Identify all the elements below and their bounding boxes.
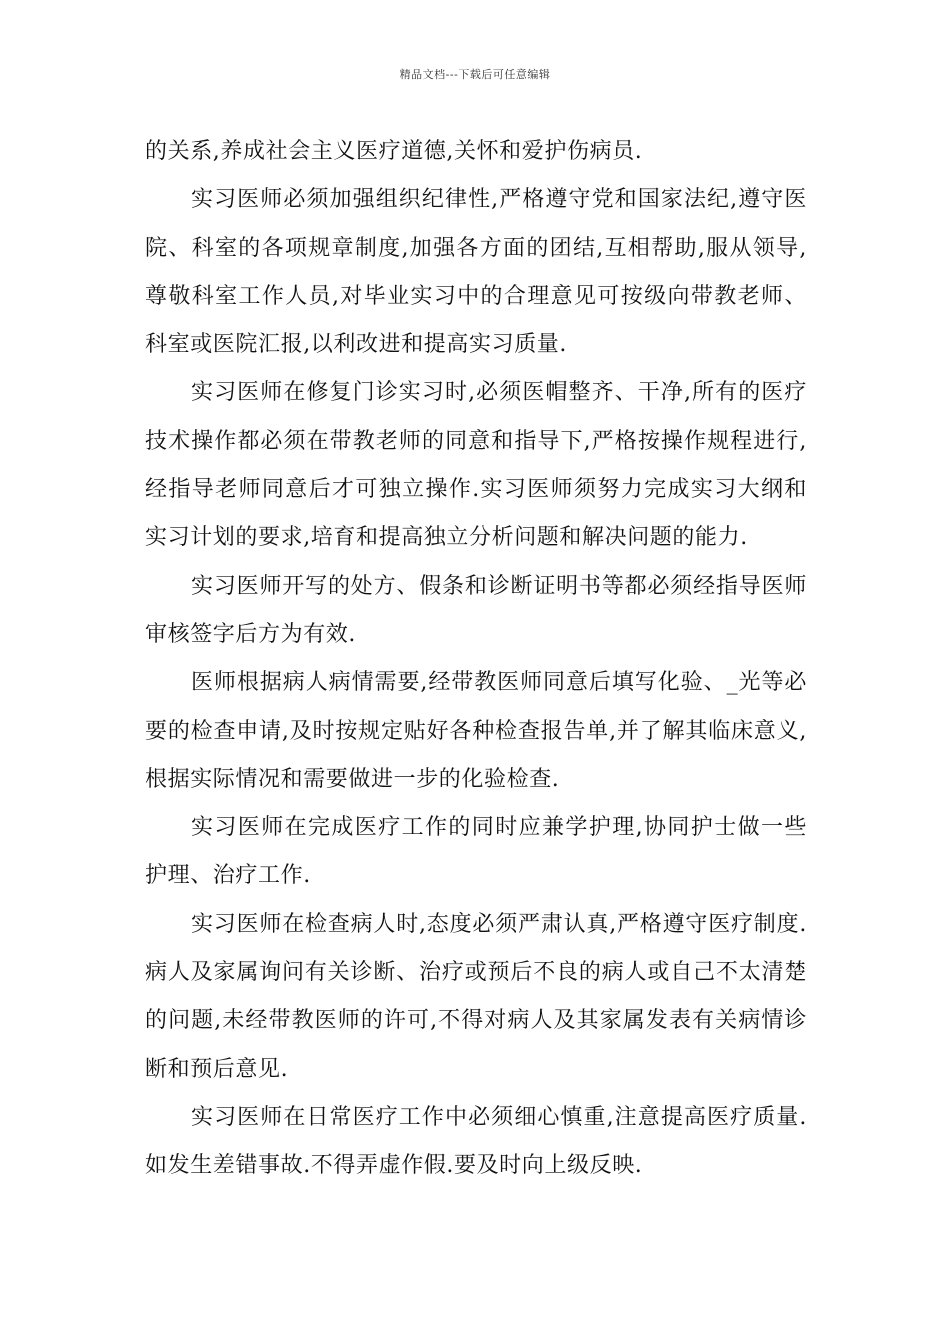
paragraph-nursing: 实习医师在完成医疗工作的同时应兼学护理,协同护士做一些护理、治疗工作.: [145, 815, 807, 889]
page-header: 精品文档---下载后可任意编辑: [399, 68, 551, 81]
paragraph-continuation: 的关系,养成社会主义医疗道德,关怀和爱护伤病员.: [145, 139, 643, 164]
paragraph-quality: 实习医师在日常医疗工作中必须细心慎重,注意提高医疗质量.如发生差错事故.不得弄虚作假.要及时向上级反映.: [145, 1104, 807, 1179]
paragraph-discipline: 实习医师必须加强组织纪律性,严格遵守党和国家法纪,遵守医院、科室的各项规章制度,加强各方面的团结,互相帮助,服从领导,尊敬科室工作人员,对毕业实习中的合理意见可按级向带教老师、科室或医院汇报,以利改进和提高实习质量.: [145, 187, 807, 358]
paragraph-clinic-practice: 实习医师在修复门诊实习时,必须医帽整齐、干净,所有的医疗技术操作都必须在带教老师的同意和指导下,严格按操作规程进行,经指导老师同意后才可独立操作.实习医师须努力完成实习大纲和实习计划的要求,培育和提高独立分析问题和解决问题的能力.: [145, 380, 807, 551]
document-body: [145, 128, 807, 1191]
paragraph-prescriptions: 实习医师开写的处方、假条和诊断证明书等都必须经指导医师审核签字后方为有效.: [145, 573, 807, 647]
paragraph-patient-examination: 实习医师在检查病人时,态度必须严肃认真,严格遵守医疗制度.病人及家属询问有关诊断、治疗或预后不良的病人或自己不太清楚的问题,未经带教医师的许可,不得对病人及其家属发表有关病情诊断和预后意见.: [145, 911, 807, 1082]
paragraph-lab-requests: 医师根据病人病情需要,经带教医师同意后填写化验、_光等必要的检查申请,及时按规定贴好各种检查报告单,并了解其临床意义,根据实际情况和需要做进一步的化验检查.: [145, 670, 807, 792]
